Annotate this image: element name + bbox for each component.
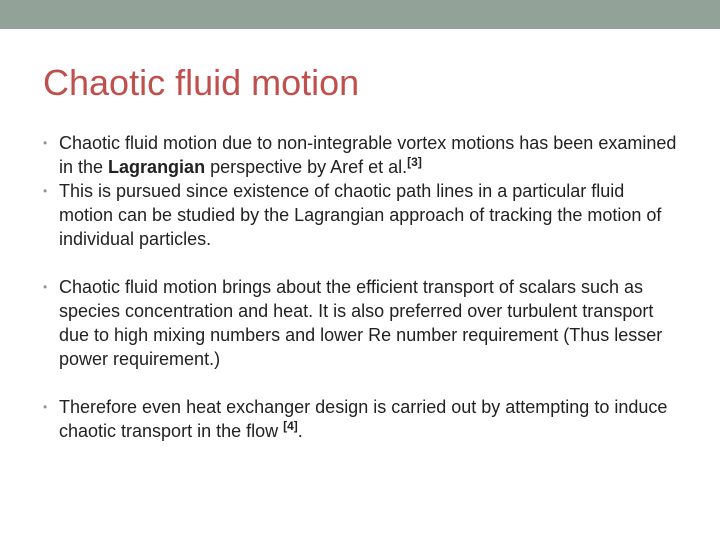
slide-title: Chaotic fluid motion (43, 62, 360, 103)
bullet-text: perspective by Aref et al. (205, 157, 408, 177)
bullet-item-1 (43, 131, 683, 179)
slide-top-bar (0, 0, 720, 29)
citation-superscript: [3] (407, 155, 422, 169)
bullet-item-3 (43, 275, 683, 371)
bullet-list (43, 131, 683, 443)
bullet-text: This is pursued since existence of chaotic path lines in a particular fluid motion can be studied by the Lagrangian approach of tracking the motion of individual particles. (59, 181, 662, 249)
bullet-text: Chaotic fluid motion due to non-integrable vortex motions has been examined in the (59, 133, 677, 177)
bullet-marker-icon: • (43, 184, 48, 198)
bullet-text: Therefore even heat exchanger design is carried out by attempting to induce chaotic transport in the flow (59, 397, 668, 441)
bullet-text: . (297, 421, 303, 441)
citation-superscript: [4] (283, 419, 298, 433)
bullet-item-4 (43, 395, 683, 443)
bullet-marker-icon: • (43, 280, 48, 294)
bullet-bold-term: Lagrangian (108, 157, 206, 177)
bullet-text: Chaotic fluid motion brings about the efficient transport of scalars such as species concentration and heat. It is also preferred over turbulent transport due to high mixing numbers and lower Re number requirement (Thus lesser power requirement.) (59, 277, 663, 369)
bullet-item-2 (43, 179, 683, 251)
bullet-marker-icon: • (43, 136, 48, 150)
bullet-marker-icon: • (43, 400, 48, 414)
